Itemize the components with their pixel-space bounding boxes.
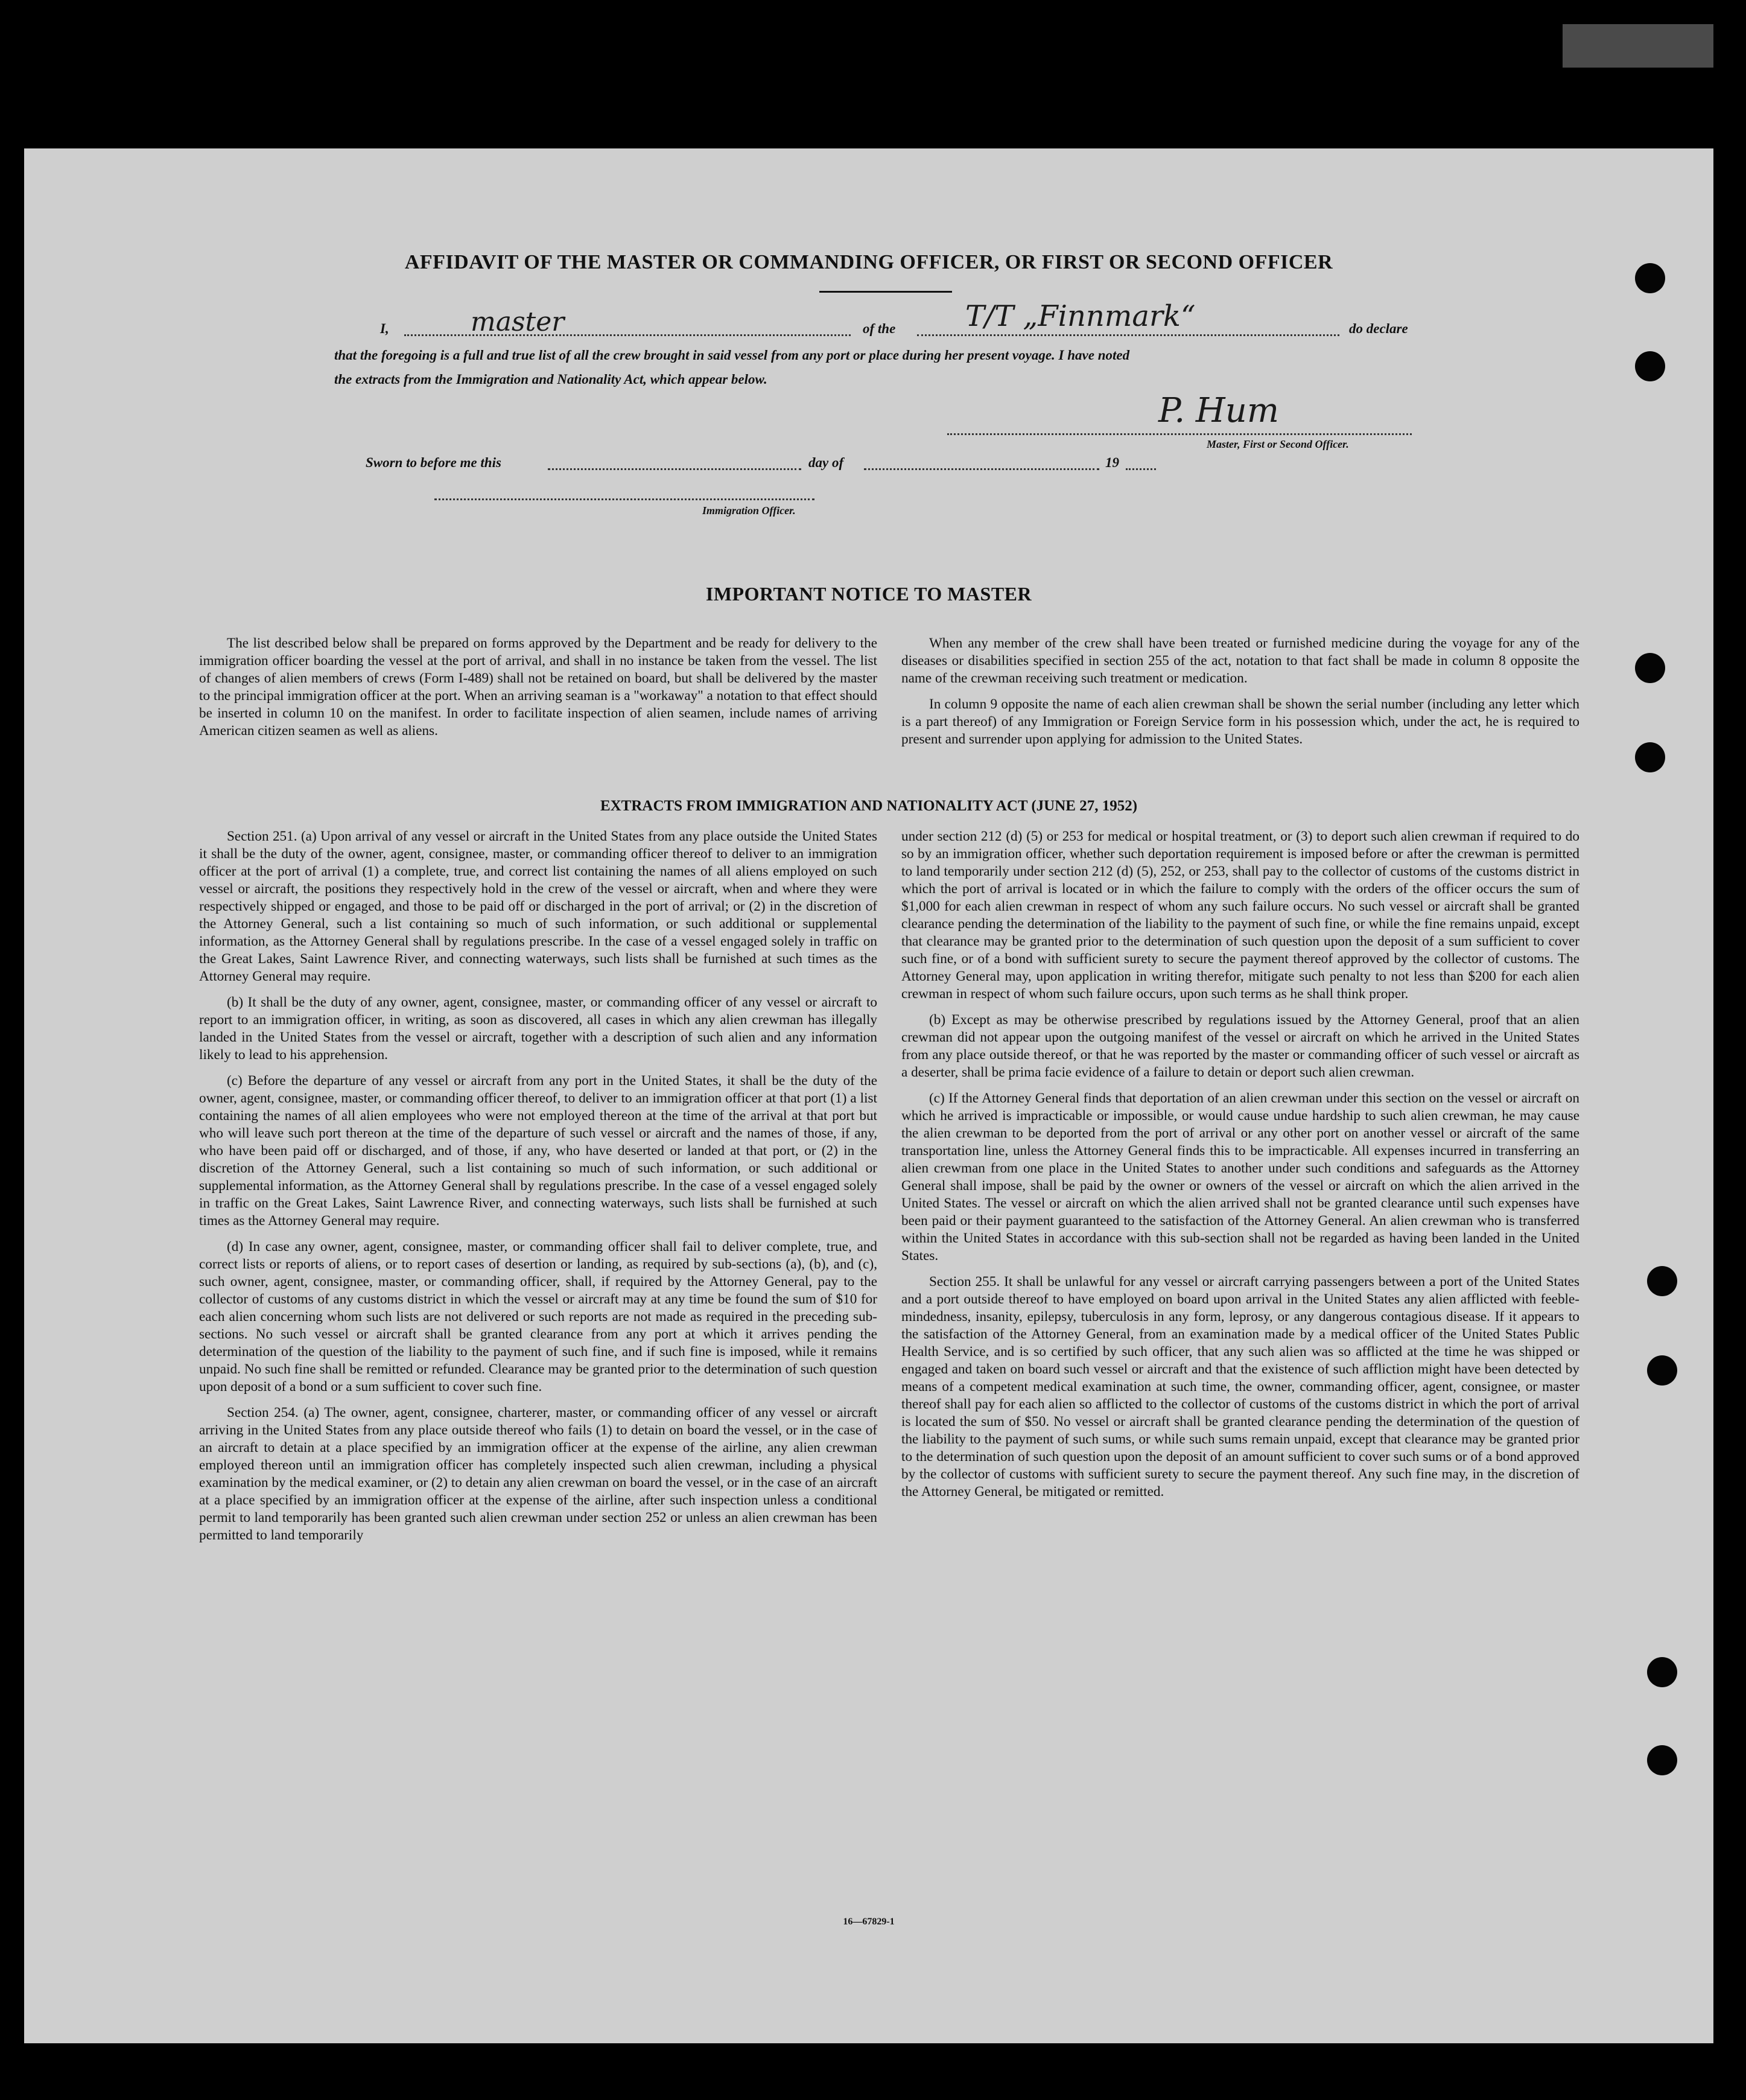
section-paragraph: (d) In case any owner, agent, consignee, master, or commanding officer shall fail to deliver complete, true, and correct lists or reports of aliens, or to report cases of desertion or landing, as required by sub-sections (a), (b), and (c), such owner, agent, consignee, master, or commanding officer, shall, if required by the Attorney General, pay to the collector of customs of any customs district in which the vessel or aircraft may at any time be found the sum of $10 for each alien concerning whom such lists are not delivered or such reports are not made as required in the preceding sub-sections. No such vessel or aircraft shall be granted clearance from any port at which it arrives pending the determination of the question of the liability to the payment of such fine, and if such fine is imposed, while it remains unpaid. No such fine shall be remitted or refunded. Clearance may be granted prior to the determination of such question upon deposit of a bond or a sum sufficient to cover such fine. — [199, 1239, 877, 1395]
officer-caption: Immigration Officer. — [702, 504, 796, 517]
sworn-day-line — [548, 468, 801, 470]
notice-left-column — [199, 635, 877, 748]
document-page — [24, 148, 1713, 2043]
sworn-year-line — [1126, 468, 1156, 470]
sworn-label: Sworn to before me this — [366, 455, 501, 470]
section-paragraph: Section 254. (a) The owner, agent, consignee, charterer, master, or commanding officer of any vessel or aircraft arriving in the United States from any place outside thereof who fails (1) to detain on board the vessel, or in the case of an aircraft to detain at a place specified by an immigration officer at the expense of the airline, any alien crewman employed thereon until an immigration officer has completely inspected such alien crewman, including a physical examination by the medical examiner, or (2) to detain any alien crewman on board the vessel, or in the case of an aircraft at a place specified by an immigration officer at the expense of the airline, after such inspection unless a conditional permit to land temporarily has been granted such alien crewman under section 252 or unless an alien crewman has been permitted to land temporarily — [199, 1405, 877, 1543]
extracts-title: EXTRACTS FROM IMMIGRATION AND NATIONALITY ACT (JUNE 27, 1952) — [600, 798, 1138, 814]
sworn-month-line — [864, 468, 1099, 470]
affidavit-line-3: the extracts from the Immigration and Nationality Act, which appear below. — [334, 372, 767, 387]
vessel-field-line — [917, 334, 1339, 336]
section-paragraph: Section 251. (a) Upon arrival of any vessel or aircraft in the United States from any place outside the United States it shall be the duty of the owner, agent, consignee, master, or commanding officer thereof to deliver to an immigration officer at the port of arrival (1) a complete, true, and correct list containing the names of all aliens employed on such vessel or aircraft, the positions they respectively hold in the crew of the vessel or aircraft, when and where they were respectively shipped or engaged, and those to be paid off or discharged in the port of arrival; or (2) in the discretion of the Attorney General, such a list containing so much of such information, or such additional or supplemental information, as the Attorney General shall by regulations prescribe. In the case of a vessel engaged solely in traffic on the Great Lakes, Saint Lawrence River, and connecting waterways, such lists shall be furnished at such times as the Attorney General may require. — [199, 829, 877, 984]
scan-artifact — [1563, 24, 1713, 68]
vessel-name-handwritten: T/T „Finnmark“ — [965, 299, 1196, 333]
master-name-handwritten: master — [471, 307, 565, 337]
section-paragraph: (b) Except as may be otherwise prescribed by regulations issued by the Attorney General, proof that an alien crewman did not appear upon the outgoing manifest of the vessel or aircraft on which he arrived in the United States from any place outside thereof, or that he was reported by the master or commanding officer of such vessel or aircraft as a deserter, shall be prima facie evidence of a failure to detain or deport such alien crewman. — [901, 1012, 1579, 1080]
section-paragraph: Section 255. It shall be unlawful for any vessel or aircraft carrying passengers between a port of the United States and a port outside thereof to have employed on board upon arrival in the United States any alien afflicted with feeble-mindedness, insanity, epilepsy, tuberculosis in any form, leprosy, or any dangerous contagious disease. If it appears to the satisfaction of the Attorney General, from an examination made by a medical officer of the United States Public Health Service, and is so certified by such officer, that any such alien was so afflicted at the time he was shipped or engaged and taken on board such vessel or aircraft and that the existence of such affliction might have been detected by means of a competent medical examination at such time, the owner, commanding officer, agent, consignee, or master thereof shall pay for each alien so afflicted to the collector of customs of the customs district in which the port of arrival is located the sum of $50. No vessel or aircraft shall be granted clearance pending the determination of the question of the liability to the payment of such sums, or while such sums remain unpaid, except that clearance may be granted prior to the determination of such question upon the deposit of an amount sufficient to cover such sums or of a bond approved by the collector of customs with sufficient surety to secure the payment thereof. Any such fine may, in the discretion of the Attorney General, be mitigated or remitted. — [901, 1274, 1579, 1500]
notice-right-column — [901, 635, 1579, 757]
of-the-label: of the — [863, 321, 896, 336]
notice-paragraph: In column 9 opposite the name of each alien crewman shall be shown the serial number (including any letter which is a part thereof) of any Immigration or Foreign Service form in his possession which, under the act, he is required to present and surrender upon applying for admission to the United States. — [901, 696, 1579, 747]
section-paragraph: (b) It shall be the duty of any owner, agent, consignee, master, or commanding officer of any vessel or aircraft to report to an immigration officer, in writing, as soon as discovered, all cases in which any alien crewman has illegally landed in the United States from the vessel or aircraft, together with a description of such alien and any information likely to lead to his apprehension. — [199, 994, 877, 1063]
punch-hole — [1647, 1745, 1677, 1775]
signature-caption: Master, First or Second Officer. — [1207, 438, 1349, 450]
signature-handwritten: P. Hum — [1158, 391, 1279, 430]
punch-hole — [1647, 1657, 1677, 1687]
title-divider — [819, 291, 952, 293]
affidavit-title: AFFIDAVIT OF THE MASTER OR COMMANDING OFFICER, OR FIRST OR SECOND OFFICER — [404, 251, 1333, 273]
extracts-left-column — [199, 828, 877, 1553]
punch-hole — [1647, 1355, 1677, 1386]
day-of-label: day of — [808, 455, 844, 470]
section-paragraph: under section 212 (d) (5) or 253 for medical or hospital treatment, or (3) to deport such alien crewman if required to do so by an immigration officer, whether such deportation requirement is imposed before or after the crewman is permitted to land temporarily under section 212 (d) (5), 252, or 253, shall pay to the collector of customs of the customs district in which the port of arrival is located or in which the failure to comply with the orders of the officer occurs the sum of $1,000 for each alien crewman in respect of whom any such failure occurs. No such vessel or aircraft shall be granted clearance pending the determination of the liability to the payment of such fine, or while the fine remains unpaid, except that clearance may be granted prior to the determination of such question upon the deposit of a sum sufficient to cover such fine, or of a bond with sufficient surety to secure the payment thereof approved by the collector of customs. The Attorney General may, upon application in writing therefor, mitigate such penalty to not less than $200 for each alien crewman in respect of whom such failure occurs, upon such terms as he shall think proper. — [901, 829, 1579, 1002]
notice-paragraph: When any member of the crew shall have been treated or furnished medicine during the voyage for any of the diseases or disabilities specified in section 255 of the act, notation to that fact shall be made in column 8 opposite the name of the crewman receiving such treatment or medication. — [901, 635, 1579, 686]
notice-paragraph: The list described below shall be prepared on forms approved by the Department and be ready for delivery to the immigration officer boarding the vessel at the port of arrival, and shall in no instance be taken from the vessel. The list of changes of alien members of crews (Form I-489) shall not be retained on board, but shall be delivered by the master to the principal immigration officer at the port. When an arriving seaman is a "workaway" a notation to that effect should be inserted in column 10 on the manifest. In order to facilitate inspection of alien seamen, include names of arriving American citizen seamen as well as aliens. — [199, 635, 877, 739]
punch-hole — [1647, 1266, 1677, 1296]
do-declare-label: do declare — [1349, 321, 1408, 336]
affidavit-line-2: that the foregoing is a full and true list of all the crew brought in said vessel from any port or place during her present voyage. I have noted — [334, 348, 1130, 363]
extracts-right-column — [901, 828, 1579, 1509]
punch-hole — [1635, 742, 1665, 772]
year-label: 19 — [1105, 455, 1119, 470]
affidavit-i-label: I, — [380, 321, 389, 336]
section-paragraph: (c) If the Attorney General finds that deportation of an alien crewman under this section on the vessel or aircraft on which he arrived is impracticable or impossible, or would cause undue hardship to such alien crewman, he may cause the alien crewman to be deported from the port of arrival or any other port on another vessel or aircraft of the same transportation line, unless the Attorney General finds this to be impracticable. All expenses incurred in transferring an alien crewman from one place in the United States to another under such conditions and safeguards as the Attorney General shall impose, shall be paid by the owner or owners of the vessel or aircraft on which the alien arrived in the United States. The vessel or aircraft on which the alien arrived shall not be granted clearance until such expenses have been paid or their payment guaranteed to the satisfaction of the Attorney General. An alien crewman who is transferred within the United States in accordance with this sub-section shall not be regarded as having been landed in the United States. — [901, 1090, 1579, 1264]
punch-hole — [1635, 653, 1665, 683]
section-paragraph: (c) Before the departure of any vessel or aircraft from any port in the United States, it shall be the duty of the owner, agent, consignee, master, or commanding officer thereof, to deliver to an immigration officer at that port (1) a list containing the names of all alien employees who were not employed thereon at the time of the arrival at that port but who will leave such port thereon at the time of the departure of such vessel or aircraft and the names of those, if any, who have been paid off or discharged, and of those, if any, who have deserted or landed at that port, or (2) in the discretion of the Attorney General, such a list containing so much of such information, or such additional or supplemental information, as the Attorney General shall by regulations prescribe. In the case of a vessel engaged solely in traffic on the Great Lakes, Saint Lawrence River, and connecting waterways, such lists shall be furnished at such times as the Attorney General may require. — [199, 1073, 877, 1229]
form-code: 16—67829-1 — [843, 1917, 895, 1927]
officer-signature-line — [434, 498, 814, 500]
punch-hole — [1635, 351, 1665, 381]
notice-title: IMPORTANT NOTICE TO MASTER — [705, 583, 1032, 605]
signature-line — [947, 433, 1412, 435]
